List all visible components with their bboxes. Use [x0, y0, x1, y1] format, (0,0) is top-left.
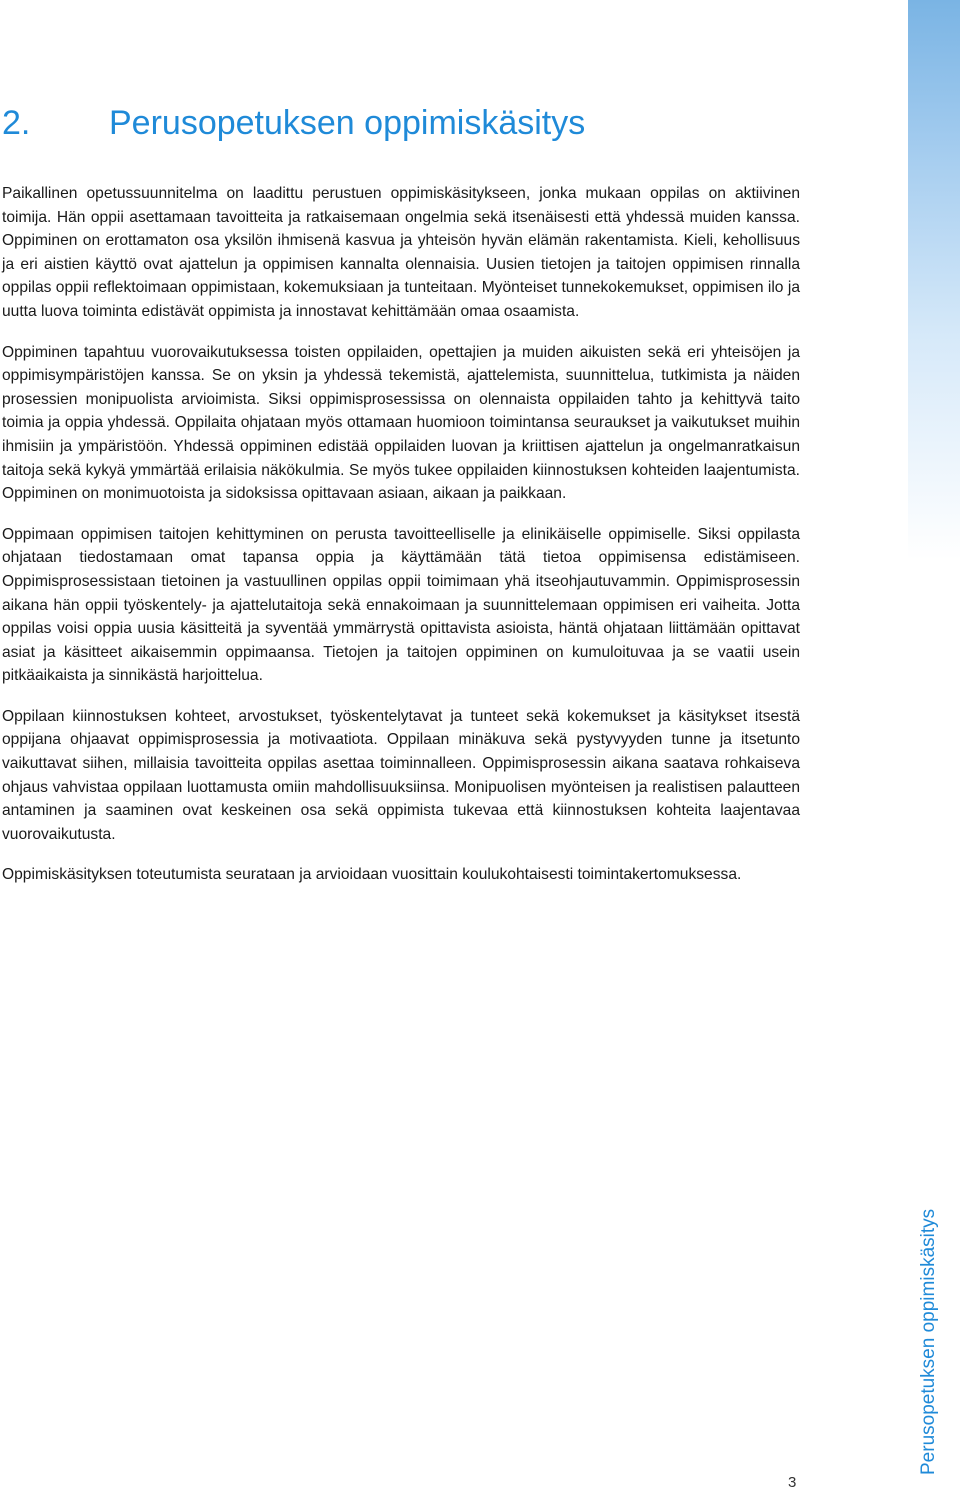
decorative-side-band: [908, 0, 960, 560]
paragraph-1: Paikallinen opetussuunnitelma on laadittu perustuen oppimiskäsitykseen, jonka mukaan oppilas on aktiivinen toimija. Hän oppii asettamaan tavoitteita ja ratkaisemaan ongelmia sekä itsenäisesti että yhdessä muiden kanssa. Oppiminen on erottamaton osa yksilön ihmisenä kasvua ja yhteisön hyvän elämän rakentamista. Kieli, kehollisuus ja eri aistien käyttö ovat ajattelun ja oppimisen kannalta olennaisia. Uusien tietojen ja taitojen oppimisen rinnalla oppilas oppii reflektoimaan oppimistaan, kokemuksiaan ja tunteitaan. Myönteiset tunnekokemukset, oppimisen ilo ja uutta luova toiminta edistävät oppimista ja innostavat kehittämään omaa osaamista.: [2, 185, 800, 320]
running-title: Perusopetuksen oppimiskäsitys: [918, 1208, 939, 1475]
section-number: 2.: [2, 104, 31, 142]
section-title: Perusopetuksen oppimiskäsitys: [109, 104, 586, 142]
page-title: [2, 104, 585, 143]
body-text: [2, 182, 800, 904]
page-number: 3: [788, 1474, 797, 1491]
paragraph-2: Oppiminen tapahtuu vuorovaikutuksessa toisten oppilaiden, opettajien ja muiden aikuisten sekä eri yhteisöjen ja oppimisympäristöjen kanssa. Se on yksin ja yhdessä tekemistä, ajattelemista, suunnittelua, tutkimista ja näiden prosessien monipuolista arvioimista. Siksi oppimisprosessissa on olennaista oppilaiden tahto ja kehittyvä taito toimia ja oppia yhdessä. Oppilaita ohjataan myös ottamaan huomioon toimintansa seuraukset ja vaikutukset muihin ihmisiin ja ympäristöön. Yhdessä oppiminen edistää oppilaiden luovan ja kriittisen ajattelun ja ongelmanratkaisun taitoja sekä kykyä ymmärtää erilaisia näkökulmia. Se myös tukee oppilaiden kiinnostuksen kohteiden laajentumista. Oppiminen on monimuotoista ja sidoksissa opittavaan asiaan, aikaan ja paikkaan.: [2, 343, 800, 503]
paragraph-4: Oppilaan kiinnostuksen kohteet, arvostukset, työskentelytavat ja tunteet sekä kokemukset ja käsitykset itsestä oppijana ohjaavat oppimisprosessia ja motivaatiota. Oppilaan minäkuva sekä pystyvyyden tunne ja itsetunto vaikuttavat siihen, millaisia tavoitteita oppilas asettaa toiminnalleen. Oppimisprosessin aikana saatava rohkaiseva ohjaus vahvistaa oppilaan luottamusta omiin mahdollisuuksiinsa. Monipuolisen myönteisen ja realistisen palautteen antaminen ja saaminen ovat keskeinen osa sekä oppimista tukevaa että kiinnostuksen kohteita laajentavaa vuorovaikutusta.: [2, 707, 800, 843]
paragraph-3: Oppimaan oppimisen taitojen kehittyminen on perusta tavoitteelliselle ja elinikäiselle oppimiselle. Siksi oppilasta ohjataan tiedostamaan omat tapansa oppia ja käyttämään tätä tietoa oppimisensa edistämiseen. Oppimisprosessistaan tietoinen ja vastuullinen oppilas oppii toimimaan yhä itseohjautuvammin. Oppimisprosessin aikana hän oppii työskentely- ja ajattelutaitoja sekä ennakoimaan ja suunnittelemaan oppimisen eri vaiheita. Jotta oppilas voisi oppia uusia käsitteitä ja syventää ymmärrystä opittavista asioista, häntä ohjataan liittämään opittavat asiat ja käsitteet aikaisemmin oppimaansa. Tietojen ja taitojen oppiminen on kumuloituvaa ja se vaatii usein pitkäaikaista ja sinnikästä harjoittelua.: [2, 525, 800, 685]
paragraph-5: Oppimiskäsityksen toteutumista seurataan ja arvioidaan vuosittain koulukohtaisesti toimintakertomuksessa.: [2, 866, 742, 884]
